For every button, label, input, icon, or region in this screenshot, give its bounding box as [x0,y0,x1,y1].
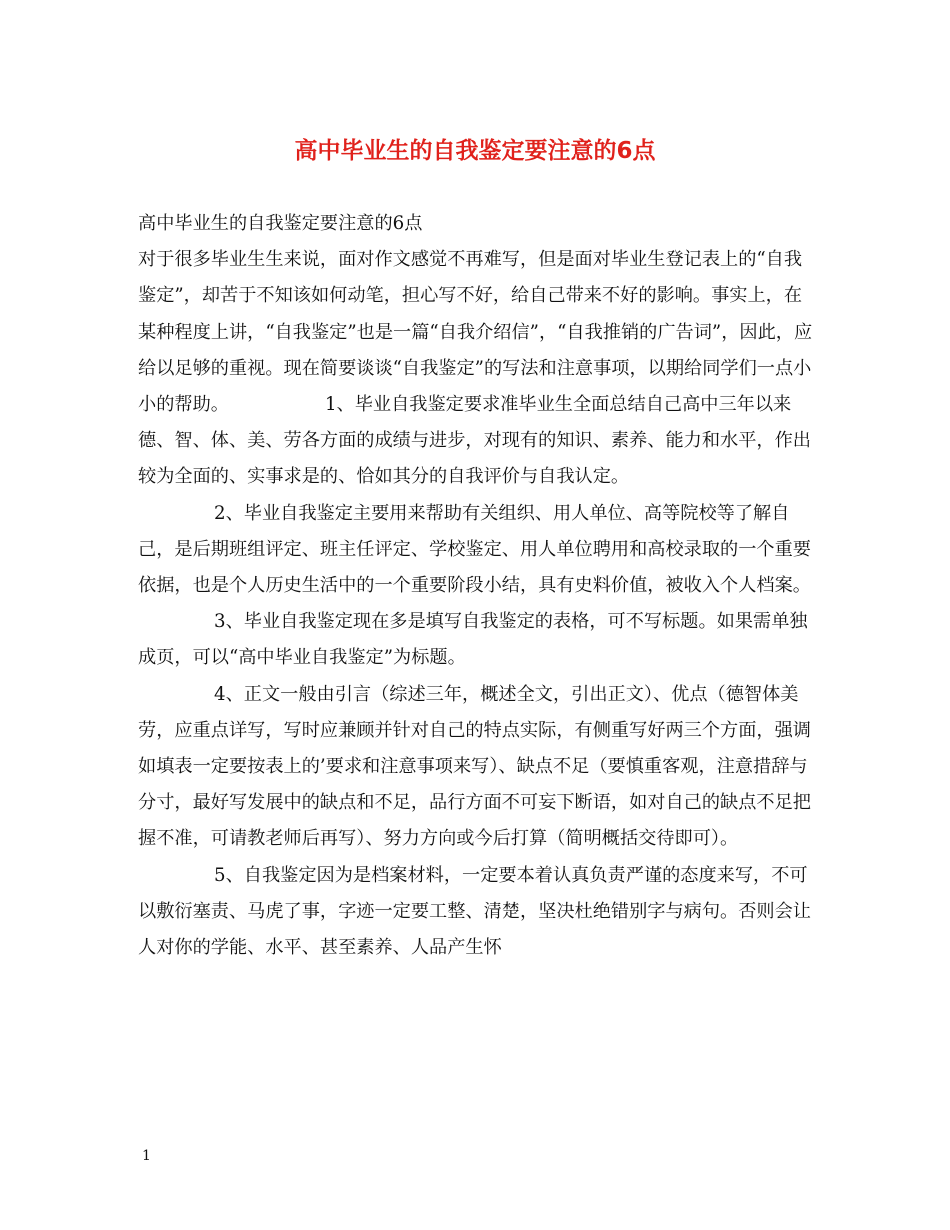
page-number: 1 [142,1148,151,1164]
document-title: 高中毕业生的自我鉴定要注意的6点 [294,138,656,164]
subtitle-line: 高中毕业生的自我鉴定要注意的6点 [138,213,423,234]
point-1-text: 1、毕业自我鉴定要求准毕业生全面总结自己高中三年以来德、智、体、美、劳各方面的成绩与进步，对现有的知识、素养、能力和水平，作出较为全面的、实事求是的、恰如其分的自我评价与自我认定。 [138,394,811,488]
point-2-paragraph: 2、毕业自我鉴定主要用来帮助有关组织、用人单位、高等院校等了解自己，是后期班组评定、班主任评定、学校鉴定、用人单位聘用和高校录取的一个重要依据，也是个人历史生活中的一个重要阶段小结，具有史料价值，被收入个人档案。 [138,502,811,597]
document-body [138,206,818,966]
intro-text: 对于很多毕业生生来说，面对作文感觉不再难写，但是面对毕业生登记表上的“自我鉴定”，却苦于不知该如何动笔，担心写不好，给自己带来不好的影响。事实上，在某种程度上讲，“自我鉴定”也是一篇“自我介绍信”，“自我推销的广告词”，因此，应给以足够的重视。现在简要谈谈“自我鉴定”的写法和注意事项，以期给同学们一点小小的帮助。 [138,249,813,416]
point-5-paragraph: 5、自我鉴定因为是档案材料，一定要本着认真负责严谨的态度来写，不可以敷衍塞责、马虎了事，字迹一定要工整、清楚，坚决杜绝错别字与病句。否则会让人对你的学能、水平、甚至素养、人品产生怀 [138,864,811,959]
point-3-paragraph: 3、毕业自我鉴定现在多是填写自我鉴定的表格，可不写标题。如果需单独成页，可以“高中毕业自我鉴定”为标题。 [138,611,808,669]
point-4-paragraph: 4、正文一般由引言（综述三年，概述全文，引出正文）、优点（德智体美劳，应重点详写，写时应兼顾并针对自己的特点实际，有侧重写好两三个方面，强调如填表一定要按表上的’要求和注意事项来写）、缺点不足（要慎重客观，注意措辞与分寸，最好写发展中的缺点和不足，品行方面不可妄下断语，如对自己的缺点不足把握不准，可请教老师后再写）、努力方向或今后打算（简明概括交待即可）。 [138,683,811,850]
intro-paragraph [138,242,818,495]
